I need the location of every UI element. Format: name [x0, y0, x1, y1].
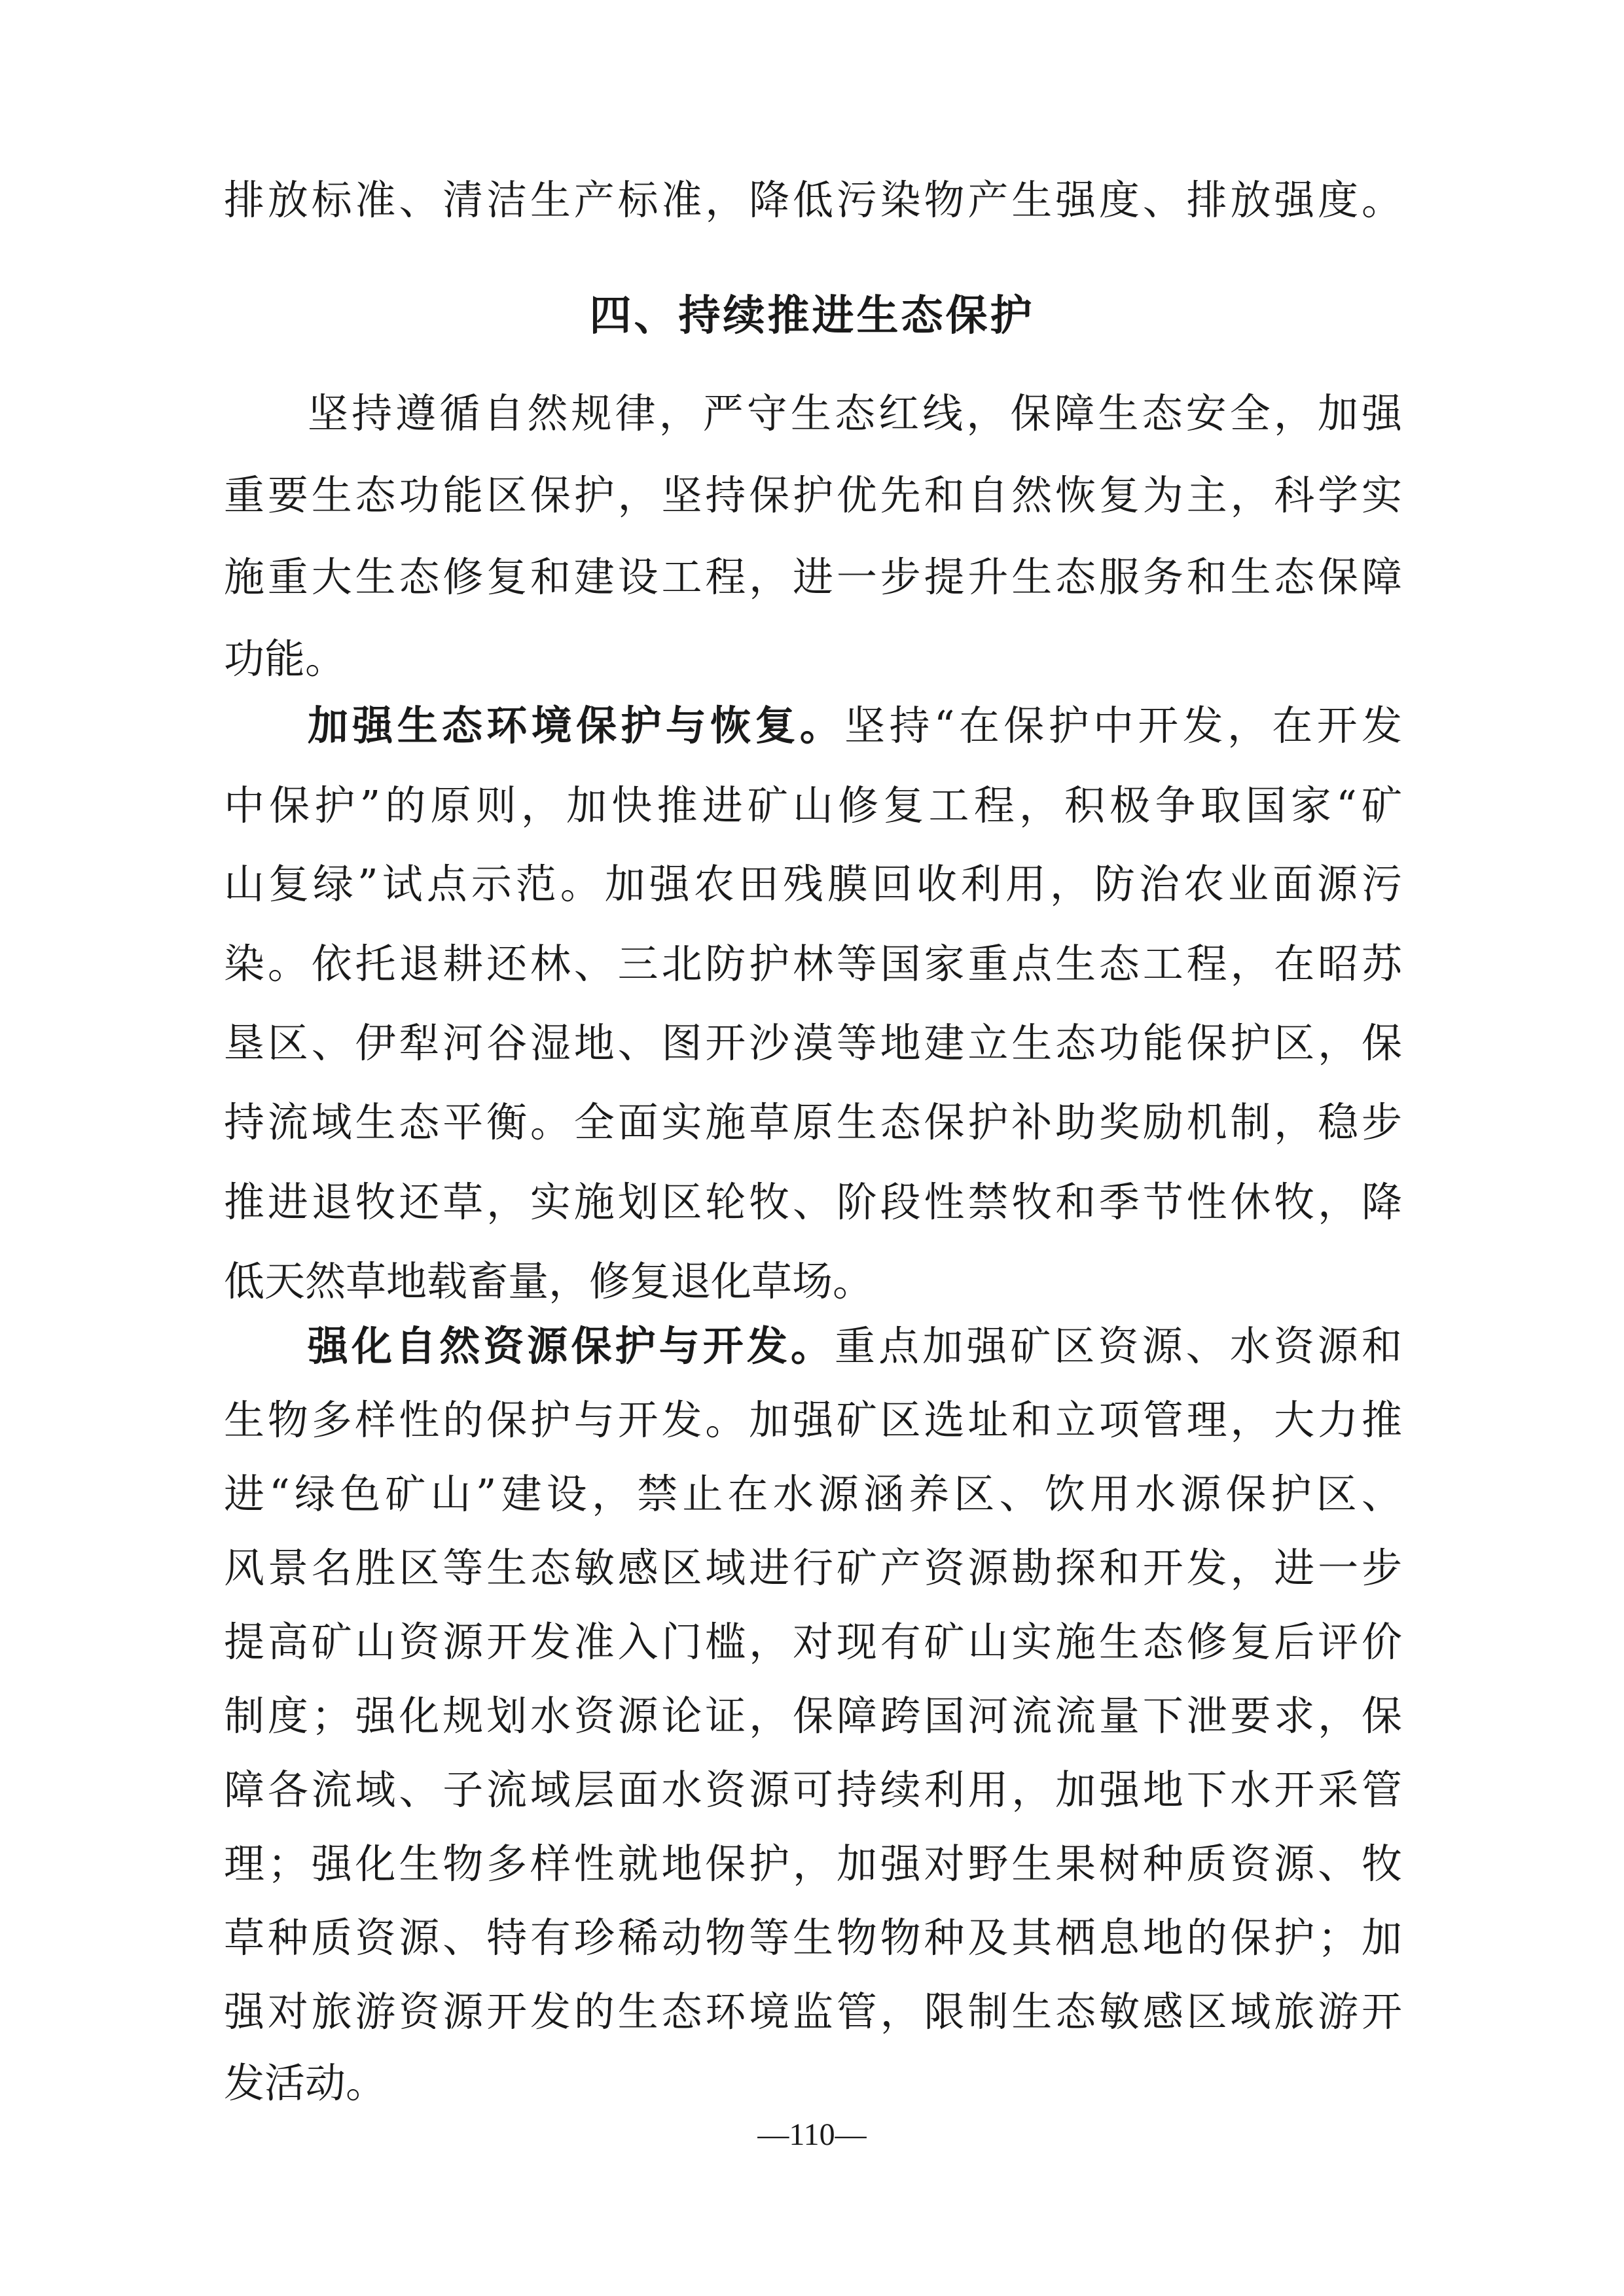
paragraph-3-line	[308, 1320, 1402, 1372]
paragraph-3-lead: 强化自然资源保护与开发。	[308, 1322, 835, 1370]
paragraph-2-line: 低天然草地载畜量，修复退化草场。	[224, 1257, 874, 1305]
paragraph-2-line: 推进退牧还草，实施划区轮牧、阶段性禁牧和季节性休牧，降	[224, 1178, 1402, 1226]
section-heading: 四、持续推进生态保护	[589, 292, 1035, 340]
paragraph-3-line: 理；强化生物多样性就地保护，加强对野生果树种质资源、牧	[224, 1840, 1402, 1888]
paragraph-3-line: 风景名胜区等生态敏感区域进行矿产资源勘探和开发，进一步	[224, 1544, 1402, 1592]
page-number: —110—	[757, 2117, 867, 2152]
paragraph-3-line: 制度；强化规划水资源论证，保障跨国河流流量下泄要求，保	[224, 1692, 1402, 1740]
paragraph-2-lead: 加强生态环境保护与恢复。	[308, 702, 845, 749]
body-text-line: 排放标准、清洁生产标准，降低污染物产生强度、排放强度。	[224, 176, 1402, 224]
paragraph-1-line: 施重大生态修复和建设工程，进一步提升生态服务和生态保障	[224, 553, 1402, 601]
paragraph-3-line: 生物多样性的保护与开发。加强矿区选址和立项管理，大力推	[224, 1396, 1402, 1444]
paragraph-3-line: 强对旅游资源开发的生态环境监管，限制生态敏感区域旅游开	[224, 1988, 1402, 2036]
paragraph-2-line: 染。依托退耕还林、三北防护林等国家重点生态工程，在昭苏	[224, 940, 1402, 988]
paragraph-2-line: 垦区、伊犁河谷湿地、图开沙漠等地建立生态功能保护区，保	[224, 1019, 1402, 1067]
paragraph-2-line: 中保护”的原则，加快推进矿山修复工程，积极争取国家“矿	[224, 781, 1402, 829]
paragraph-1-line: 功能。	[224, 635, 346, 683]
paragraph-3-text: 重点加强矿区资源、水资源和	[835, 1322, 1402, 1370]
paragraph-2-line	[308, 700, 1402, 752]
paragraph-3-line: 障各流域、子流域层面水资源可持续利用，加强地下水开采管	[224, 1766, 1402, 1814]
paragraph-3-line: 草种质资源、特有珍稀动物等生物物种及其栖息地的保护；加	[224, 1914, 1402, 1962]
paragraph-3-line: 发活动。	[224, 2059, 387, 2107]
paragraph-2-line: 山复绿”试点示范。加强农田残膜回收利用，防治农业面源污	[224, 860, 1402, 908]
paragraph-2-text: 坚持“在保护中开发，在开发	[844, 702, 1402, 749]
paragraph-3-line: 进“绿色矿山”建设，禁止在水源涵养区、饮用水源保护区、	[224, 1470, 1402, 1518]
paragraph-1-line: 重要生态功能区保护，坚持保护优先和自然恢复为主，科学实	[224, 471, 1402, 519]
paragraph-2-line: 持流域生态平衡。全面实施草原生态保护补助奖励机制，稳步	[224, 1098, 1402, 1146]
paragraph-1-line: 坚持遵循自然规律，严守生态红线，保障生态安全，加强	[308, 389, 1402, 437]
paragraph-3-line: 提高矿山资源开发准入门槛，对现有矿山实施生态修复后评价	[224, 1618, 1402, 1666]
